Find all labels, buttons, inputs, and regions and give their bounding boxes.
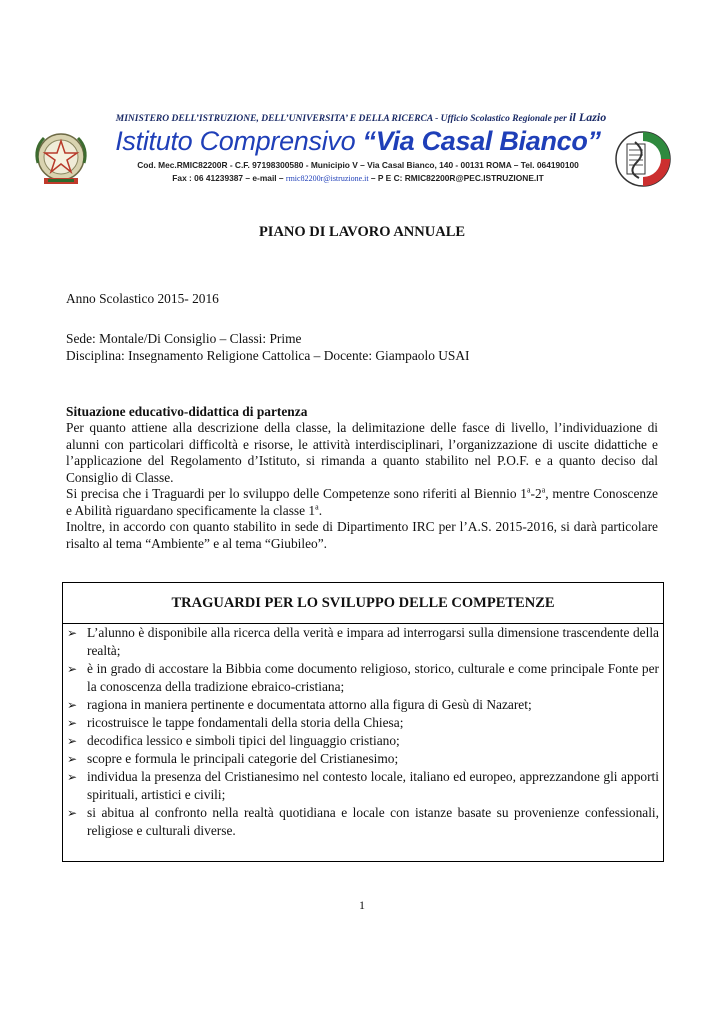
school-logo-icon	[613, 128, 673, 190]
traguardi-table	[62, 582, 664, 862]
traguardi-heading: TRAGUARDI PER LO SVILUPPO DELLE COMPETENZE	[63, 583, 663, 624]
school-name-prefix: Istituto Comprensivo	[115, 126, 356, 156]
arrow-bullet-icon: ➢	[67, 752, 78, 766]
list-item	[67, 660, 659, 696]
sup-2: a	[541, 485, 546, 495]
school-year: Anno Scolastico 2015- 2016	[66, 291, 219, 306]
list-item-text: decodifica lessico e simboli tipici del linguaggio cristiano;	[87, 733, 400, 748]
fax-text: Fax : 06 41239387 – e-mail –	[172, 173, 284, 183]
para2-part-b: -2	[530, 486, 542, 501]
paragraph-1: Per quanto attiene alla descrizione della classe, la delimitazione delle fasce di livello, l’individuazione di alunni con particolari difficoltà e risorse, le attività interdisciplinari, l’organizzazione di uscite didattiche e l’applicazione del Regolamento d’Istituto, si rimanda a quanto stabilito nel P.O.F. e a quanto deciso dal Consiglio di Classe.	[66, 420, 658, 485]
arrow-bullet-icon: ➢	[67, 662, 78, 676]
school-name-quoted: “Via Casal Bianco”	[362, 126, 601, 156]
list-item	[67, 750, 659, 768]
situazione-text	[66, 420, 658, 552]
list-item-text: è in grado di accostare la Bibbia come documento religioso, storico, culturale e come principale Fonte per la conoscenza della tradizione ebraico-cristiana;	[87, 661, 659, 694]
school-codes	[108, 159, 608, 185]
para2-part-d: .	[318, 502, 323, 518]
codes-line-2	[108, 172, 608, 185]
paragraph-2	[66, 486, 658, 519]
sup-1: a	[526, 485, 531, 495]
list-item-text: L’alunno è disponibile alla ricerca della verità e impara ad interrogarsi sulla dimensione trascendente della realtà;	[87, 625, 659, 658]
arrow-bullet-icon: ➢	[67, 698, 78, 712]
list-item-text: scopre e formula le principali categorie del Cristianesimo;	[87, 751, 399, 766]
list-item	[67, 696, 659, 714]
disciplina-line: Disciplina: Insegnamento Religione Cattolica – Docente: Giampaolo USAI	[66, 348, 470, 363]
list-item	[67, 624, 659, 660]
arrow-bullet-icon: ➢	[67, 806, 78, 820]
sede-line: Sede: Montale/Di Consiglio – Classi: Prime	[66, 331, 302, 346]
email-link[interactable]: rmic82200r@istruzione.it	[285, 174, 369, 183]
list-item-text: ragiona in maniera pertinente e documentata attorno alla figura di Gesù di Nazaret;	[87, 697, 532, 712]
list-item-text: si abitua al confronto nella realtà quotidiana e locale con istanze basate su provenienze confessionali, religiose e culturali diverse.	[87, 805, 659, 838]
codes-line-1: Cod. Mec.RMIC82200R - C.F. 97198300580 - Municipio V – Via Casal Bianco, 140 - 00131 ROMA – Tel. 064190100	[137, 160, 579, 170]
list-item-text: ricostruisce le tappe fondamentali della storia della Chiesa;	[87, 715, 404, 730]
arrow-bullet-icon: ➢	[67, 734, 78, 748]
section-heading: Situazione educativo-didattica di partenza	[66, 404, 308, 419]
paragraph-3: Inoltre, in accordo con quanto stabilito in sede di Dipartimento IRC per l’A.S. 2015-2016, si darà particolare risalto al tema “Ambiente” e al tema “Giubileo”.	[66, 519, 658, 551]
list-item	[67, 804, 659, 840]
ministry-region: il Lazio	[569, 110, 607, 124]
arrow-bullet-icon: ➢	[67, 626, 78, 640]
ministry-text: MINISTERO DELL’ISTRUZIONE, DELL’UNIVERSITA’ E DELLA RICERCA - Ufficio Scolastico Regionale per	[115, 114, 567, 124]
pec-text: – P E C: RMIC82200R@PEC.ISTRUZIONE.IT	[370, 173, 544, 183]
list-item	[67, 714, 659, 732]
ministry-line	[66, 110, 656, 125]
arrow-bullet-icon: ➢	[67, 770, 78, 784]
sup-3: a	[315, 502, 319, 512]
page-title: PIANO DI LAVORO ANNUALE	[258, 224, 466, 240]
list-item-text: individua la presenza del Cristianesimo nel contesto locale, italiano ed europeo, apprezzandone gli apporti spirituali, artistici e civili;	[87, 769, 659, 802]
para2-part-a: Si precisa che i Traguardi per lo sviluppo delle Competenze sono riferiti al Biennio 1	[66, 486, 527, 501]
school-title	[108, 126, 608, 157]
italian-republic-emblem-icon	[30, 128, 92, 190]
arrow-bullet-icon: ➢	[67, 716, 78, 730]
traguardi-list	[63, 624, 663, 840]
para2-part-c: , mentre Conoscenze e Abilità riguardano specificamente la classe 1	[66, 486, 658, 518]
list-item	[67, 768, 659, 804]
list-item	[67, 732, 659, 750]
page-number: 1	[359, 898, 365, 912]
